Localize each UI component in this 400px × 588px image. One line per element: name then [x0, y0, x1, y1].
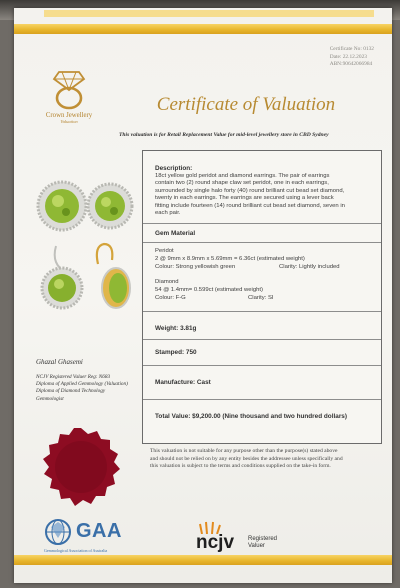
description-line: twenty in each earrings. The earrings are secured using a lever back	[155, 195, 334, 202]
page-title: Certificate of Valuation	[156, 94, 336, 115]
credential-line: Gemmologist	[36, 395, 64, 402]
certificate-number: Certificate No: 0132	[329, 46, 374, 52]
credential-line: Diploma of Diamond Technology	[36, 388, 106, 395]
certificate-sheet	[14, 8, 392, 583]
diamond-measure: 54 @ 1.4mm= 0.599ct (estimated weight)	[155, 287, 263, 293]
description-line: contain two (2) round shape claw set peridot, one in each earrings,	[155, 180, 329, 187]
peridot-clarity: Clarity: Lightly included	[279, 264, 340, 270]
valuer-credentials	[36, 374, 146, 403]
description-line: fitting include fourteen (14) round brilliant cut bead set diamond, seven in	[155, 202, 345, 209]
credential-line: NCJV Registered Valuer Reg: N683	[36, 374, 111, 380]
description-label: Description:	[155, 165, 193, 172]
disclaimer-line: this valuation is subject to the terms and conditions supplied on the take-in form.	[150, 463, 331, 470]
peridot-name: Peridot	[155, 248, 174, 254]
disclaimer	[150, 448, 382, 471]
brand-name: Crown Jewellery	[45, 112, 93, 119]
ncjv-registered-valuer	[248, 536, 277, 550]
divider	[143, 223, 381, 224]
ncjv-logo	[196, 520, 316, 560]
globe-icon	[44, 518, 72, 546]
diamond-colour: Colour: F-G	[155, 295, 186, 301]
valuation-details-box	[142, 150, 382, 444]
diamond-clarity: Clarity: SI	[248, 295, 274, 301]
gold-border-top	[14, 24, 392, 34]
certificate-meta	[330, 46, 374, 69]
peridot-measure: 2 @ 9mm x 8.9mm x 5.69mm = 6.36ct (estimated weight)	[155, 256, 305, 262]
brand-tagline: Valuation	[60, 119, 78, 124]
gaa-full-name: Gemmological Association of Australia	[44, 548, 108, 553]
earring-front-left	[38, 182, 86, 230]
description-line: 18ct yellow gold peridot and diamond earrings. The pair of earrings	[155, 173, 330, 179]
peridot-colour: Colour: Strong yellowish green	[155, 264, 236, 270]
top-highlight	[44, 10, 374, 17]
gaa-abbreviation: GAA	[76, 520, 122, 542]
ncjv-registered: Registered	[248, 536, 278, 542]
earrings-photo	[34, 168, 134, 320]
earring-side-right	[97, 244, 130, 308]
earring-side-left	[42, 246, 82, 308]
valuer-signature: Ghazal Ghasemi	[36, 358, 83, 366]
total-value: Total Value: $9,200.00 (Nine thousand and two hundred dollars)	[155, 413, 347, 420]
certificate-date: Date: 22.12.2023	[329, 53, 367, 60]
diamond-ring-icon	[51, 66, 87, 110]
weight-value: Weight: 3.81g	[155, 325, 197, 332]
earring-front-right	[88, 184, 132, 228]
brand-logo	[40, 66, 98, 124]
certificate-abn: ABN:90642066984	[329, 61, 373, 67]
description-line: each pair.	[155, 210, 181, 217]
ncjv-valuer: Valuer	[248, 543, 265, 549]
credential-line: Diploma of Applied Gemmology (Valuation)	[36, 381, 128, 388]
disclaimer-line: and should not be relied on by any entity besides the addressee unless specifically and	[150, 455, 343, 462]
divider	[143, 339, 381, 340]
stamped-value: Stamped: 750	[155, 349, 197, 356]
divider	[143, 399, 381, 400]
divider	[143, 242, 381, 243]
gem-material-label: Gem Material	[155, 230, 196, 237]
ncjv-wordmark: ncjv	[196, 532, 235, 553]
description-text	[155, 173, 375, 217]
description-line: surrounded by single halo forty (40) round brilliant cut bead set diamond,	[155, 187, 345, 194]
divider	[143, 311, 381, 312]
manufacture-value: Manufacture: Cast	[155, 379, 211, 386]
disclaimer-line: This valuation is not suitable for any purpose other than the purpose(s) stated above	[150, 448, 338, 454]
red-wax-seal	[42, 428, 120, 508]
divider	[143, 365, 381, 366]
diamond-name: Diamond	[155, 279, 179, 285]
valuation-basis: This valuation is for Retail Replacement Value for mid-level jewellery store in CBD Sydney	[119, 132, 329, 138]
